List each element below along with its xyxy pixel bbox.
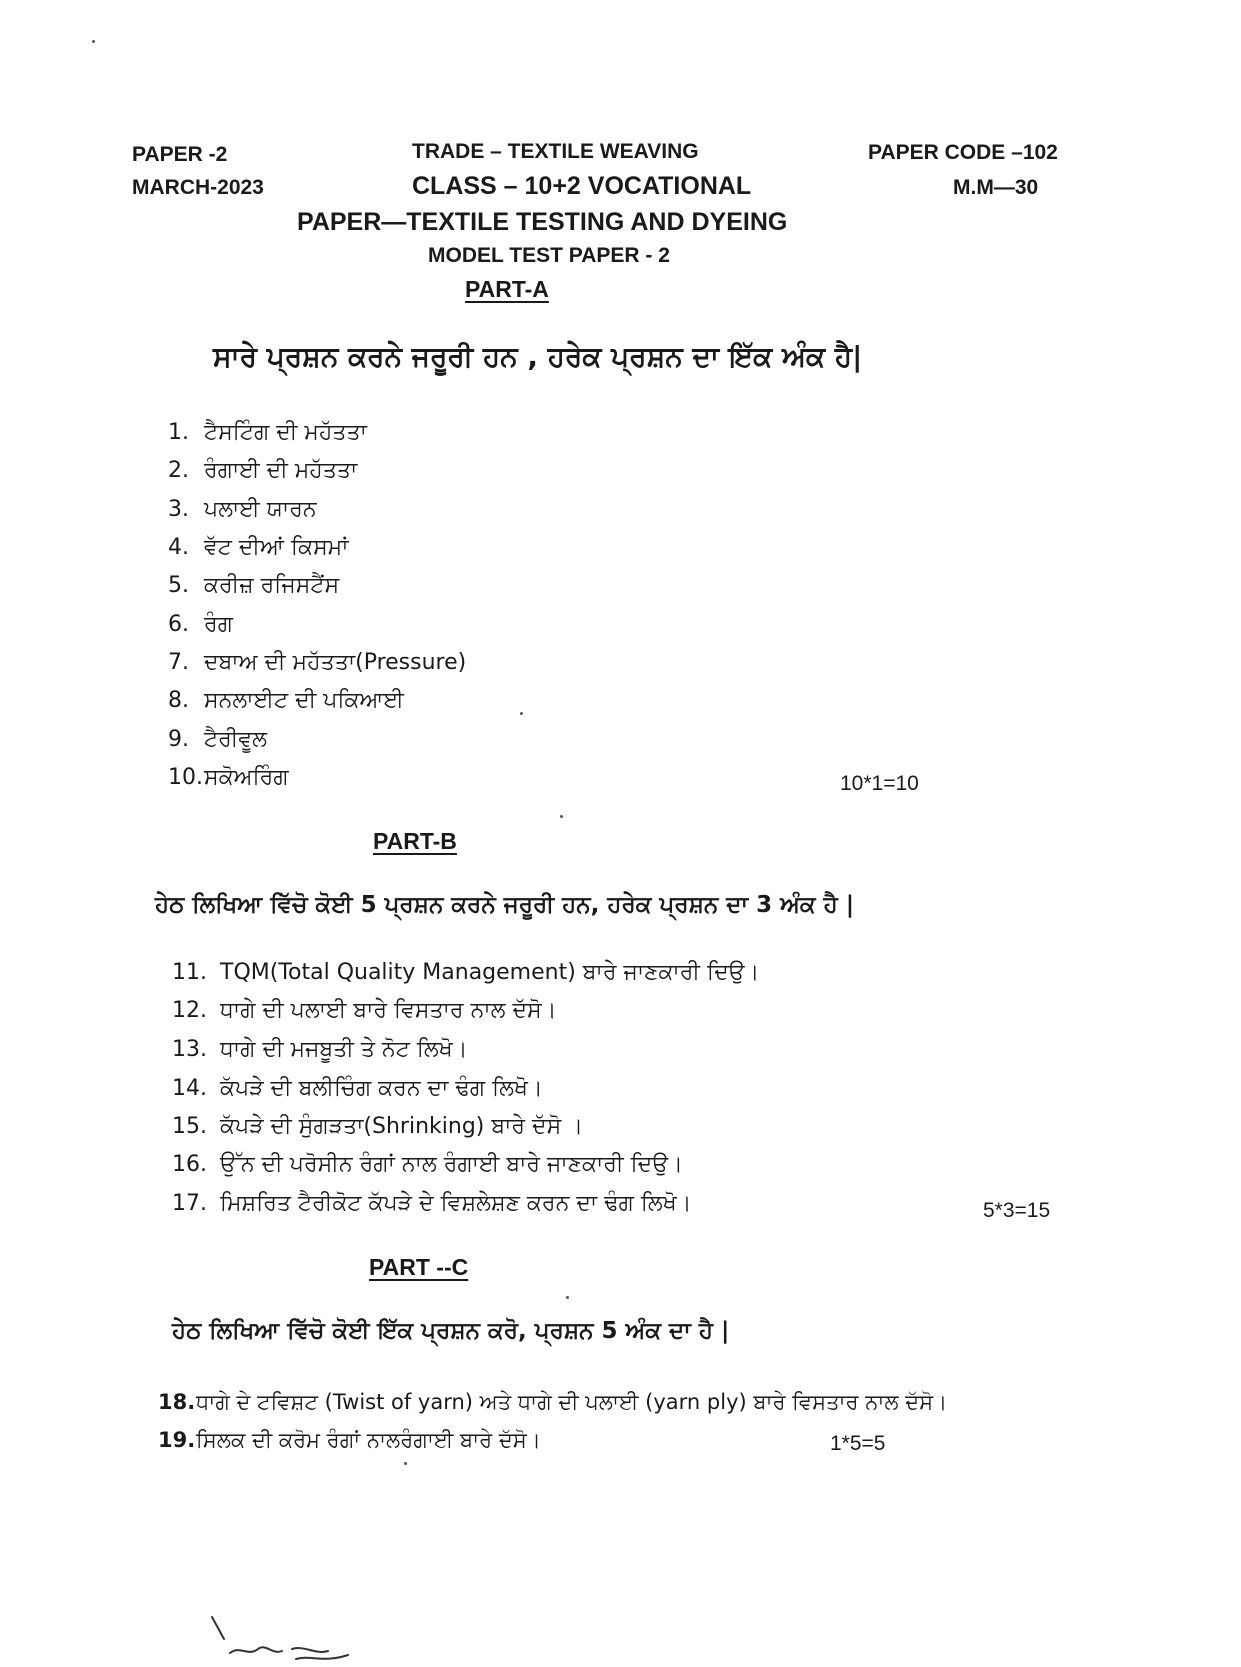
signature-scribble [200, 1615, 360, 1667]
part-a-title: PART-A [465, 276, 549, 302]
list-item: 1. ਟੈਸਟਿੰਗ ਦੀ ਮਹੱਤਤਾ [168, 420, 367, 445]
model-test-title: MODEL TEST PAPER - 2 [428, 244, 670, 267]
list-item: 14. ਕੱਪੜੇ ਦੀ ਬਲੀਚਿੰਗ ਕਰਨ ਦਾ ਢੰਗ ਲਿਖੋ। [172, 1076, 543, 1101]
class-title: CLASS – 10+2 VOCATIONAL [412, 172, 752, 200]
list-item: 10.ਸਕੋਅਰਿੰਗ [168, 765, 289, 790]
list-item: 7. ਦਬਾਅ ਦੀ ਮਹੱਤਤਾ(Pressure) [168, 650, 467, 675]
part-b-title: PART-B [373, 828, 457, 854]
paper-code: PAPER CODE –102 [868, 141, 1058, 164]
list-item: 9. ਟੈਰੀਵੂਲ [168, 727, 268, 752]
list-item: 19.ਸਿਲਕ ਦੀ ਕਰੋਮ ਰੰਗਾਂ ਨਾਲਰੰਗਾਈ ਬਾਰੇ ਦੱਸੋ। [158, 1428, 541, 1452]
part-a-marks: 10*1=10 [840, 772, 919, 795]
list-item: 2. ਰੰਗਾਈ ਦੀ ਮਹੱਤਤਾ [168, 458, 358, 483]
list-item: 3. ਪਲਾਈ ਯਾਰਨ [168, 497, 317, 522]
list-item: 18.ਧਾਗੇ ਦੇ ਟਵਿਸ਼ਟ (Twist of yarn) ਅਤੇ ਧਾਗੇ ਦੀ ਪਲਾਈ (yarn ply) ਬਾਰੇ ਵਿਸਤਾਰ ਨਾਲ ਦੱਸੋ। [158, 1390, 948, 1414]
list-item: 5. ਕਰੀਜ਼ ਰਜਿਸਟੈਂਸ [168, 573, 340, 598]
exam-date: MARCH-2023 [132, 176, 264, 199]
paper-title: PAPER—TEXTILE TESTING AND DYEING [297, 208, 788, 236]
list-item: 4. ਵੱਟ ਦੀਆਂ ਕਿਸਮਾਂ [168, 535, 349, 560]
part-b-instruction: ਹੇਠ ਲਿਖਿਆ ਵਿੱਚੋ ਕੋਈ 5 ਪ੍ਰਸ਼ਨ ਕਰਨੇ ਜਰੂਰੀ ਹਨ, ਹਰੇਕ ਪ੍ਰਸ਼ਨ ਦਾ 3 ਅੰਕ ਹੈ | [155, 892, 855, 918]
list-item: 15. ਕੱਪੜੇ ਦੀ ਸੁੰਗੜਤਾ(Shrinking) ਬਾਰੇ ਦੱਸੋ । [172, 1114, 584, 1139]
list-item: 16. ਉੱਨ ਦੀ ਪਰੋਸੀਨ ਰੰਗਾਂ ਨਾਲ ਰੰਗਾਈ ਬਾਰੇ ਜਾਣਕਾਰੀ ਦਿਉ। [172, 1152, 683, 1177]
scan-speck [92, 40, 95, 43]
part-b-marks: 5*3=15 [983, 1199, 1051, 1222]
max-marks: M.M—30 [953, 176, 1039, 199]
scan-speck [566, 1296, 569, 1299]
paper-number: PAPER -2 [132, 143, 228, 166]
part-c-title: PART --C [369, 1254, 469, 1280]
scan-speck [560, 815, 563, 818]
scan-speck [404, 1462, 407, 1465]
list-item: 17. ਮਿਸ਼ਰਿਤ ਟੈਰੀਕੋਟ ਕੱਪੜੇ ਦੇ ਵਿਸ਼ਲੇਸ਼ਣ ਕਰਨ ਦਾ ਢੰਗ ਲਿਖੋ। [172, 1191, 692, 1216]
trade-title: TRADE – TEXTILE WEAVING [412, 140, 699, 163]
list-item: 12. ਧਾਗੇ ਦੀ ਪਲਾਈ ਬਾਰੇ ਵਿਸਤਾਰ ਨਾਲ ਦੱਸੋ। [172, 998, 557, 1023]
part-a-instruction: ਸਾਰੇ ਪ੍ਰਸ਼ਨ ਕਰਨੇ ਜਰੂਰੀ ਹਨ , ਹਰੇਕ ਪ੍ਰਸ਼ਨ ਦਾ ਇੱਕ ਅੰਕ ਹੈ| [213, 340, 863, 373]
list-item: 8. ਸਨਲਾਈਟ ਦੀ ਪਕਿਆਈ [168, 688, 404, 713]
list-item: 11. TQM(Total Quality Management) ਬਾਰੇ ਜਾਣਕਾਰੀ ਦਿਉ। [172, 960, 760, 985]
scan-speck [520, 712, 523, 715]
part-c-instruction: ਹੇਠ ਲਿਖਿਆ ਵਿੱਚੋ ਕੋਈ ਇੱਕ ਪ੍ਰਸ਼ਨ ਕਰੋ, ਪ੍ਰਸ਼ਨ 5 ਅੰਕ ਦਾ ਹੈ | [172, 1318, 730, 1344]
list-item: 13. ਧਾਗੇ ਦੀ ਮਜਬੂਤੀ ਤੇ ਨੋਟ ਲਿਖੋ। [172, 1037, 468, 1062]
list-item: 6. ਰੰਗ [168, 612, 233, 637]
part-c-marks: 1*5=5 [830, 1432, 886, 1455]
